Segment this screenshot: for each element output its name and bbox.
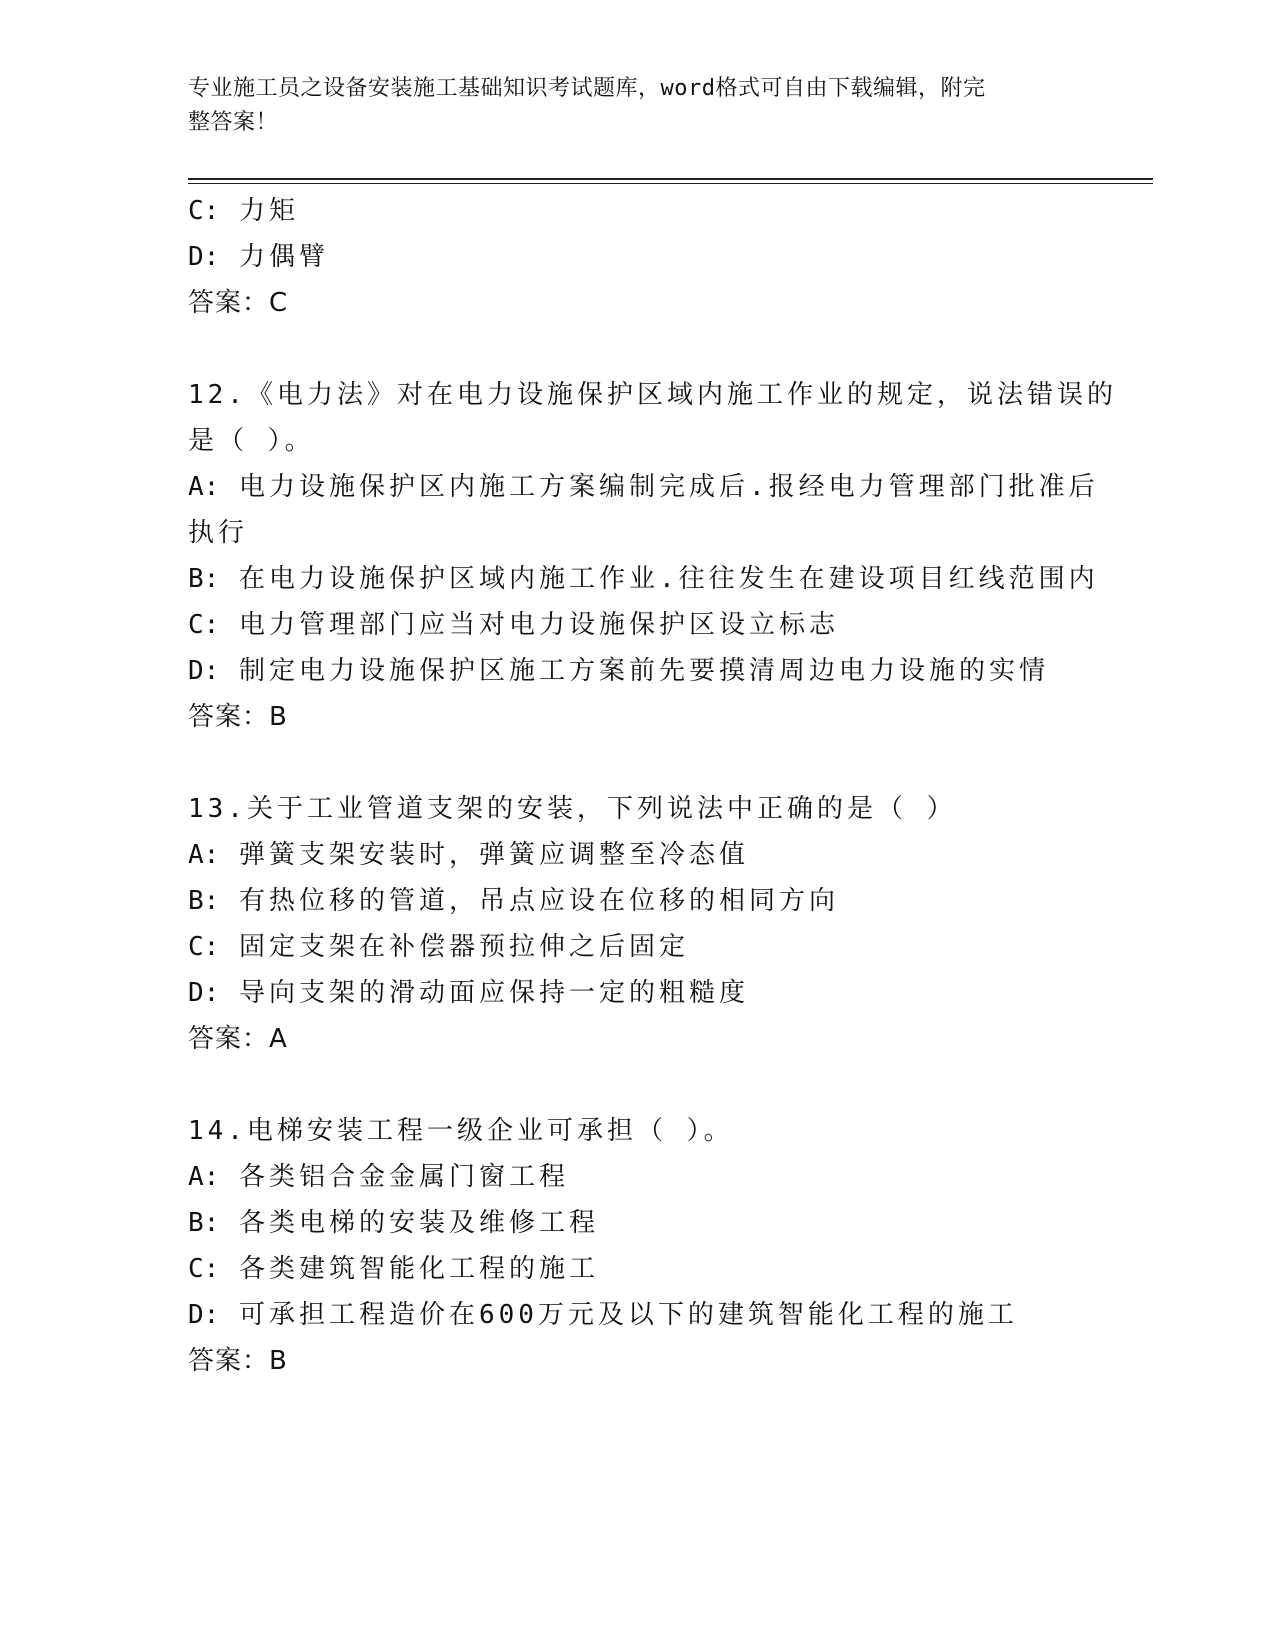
option-label: C: bbox=[188, 610, 220, 640]
option-text: 力偶臂 bbox=[238, 242, 329, 272]
option-text: 各类铝合金金属门窗工程 bbox=[238, 1162, 569, 1192]
option-text: 在电力设施保护区域内施工作业.往往发生在建设项目红线范围内 bbox=[238, 564, 1099, 594]
header-divider-bottom bbox=[188, 183, 1153, 184]
option-a bbox=[188, 464, 1118, 510]
spacer bbox=[188, 740, 1118, 786]
spacer bbox=[188, 1062, 1118, 1108]
option-text: 各类电梯的安装及维修工程 bbox=[238, 1208, 599, 1238]
option-a bbox=[188, 832, 1118, 878]
option-label: B: bbox=[188, 886, 220, 916]
question-11-tail bbox=[188, 188, 1118, 326]
document-header bbox=[188, 72, 1068, 140]
option-label: D: bbox=[188, 978, 220, 1008]
option-text: 制定电力设施保护区施工方案前先要摸清周边电力设施的实情 bbox=[238, 656, 1049, 686]
option-text: 可承担工程造价在600万元及以下的建筑智能化工程的施工 bbox=[238, 1300, 1018, 1330]
option-d bbox=[188, 234, 1118, 280]
option-label: C: bbox=[188, 196, 220, 226]
option-label: B: bbox=[188, 564, 220, 594]
option-d bbox=[188, 648, 1118, 694]
option-text: 弹簧支架安装时，弹簧应调整至冷态值 bbox=[238, 840, 749, 870]
answer: 答案：B bbox=[188, 702, 288, 732]
option-b bbox=[188, 1200, 1118, 1246]
option-label: A: bbox=[188, 472, 220, 502]
option-label: D: bbox=[188, 242, 220, 272]
header-line-1: 专业施工员之设备安装施工基础知识考试题库，word格式可自由下载编辑，附完 bbox=[188, 76, 986, 101]
option-a-cont: 执行 bbox=[188, 518, 249, 548]
option-text: 各类建筑智能化工程的施工 bbox=[238, 1254, 599, 1284]
question-stem: 14.电梯安装工程一级企业可承担（ ）。 bbox=[188, 1116, 734, 1146]
option-d bbox=[188, 1292, 1118, 1338]
option-label: C: bbox=[188, 1254, 220, 1284]
header-line-2: 整答案！ bbox=[188, 110, 279, 135]
answer: 答案：B bbox=[188, 1346, 288, 1376]
option-c bbox=[188, 924, 1118, 970]
option-text: 固定支架在补偿器预拉伸之后固定 bbox=[238, 932, 689, 962]
question-13 bbox=[188, 786, 1118, 1062]
option-text: 有热位移的管道，吊点应设在位移的相同方向 bbox=[238, 886, 839, 916]
question-stem-cont: 是（ ）。 bbox=[188, 426, 315, 456]
answer: 答案：A bbox=[188, 1024, 288, 1054]
option-b bbox=[188, 878, 1118, 924]
option-label: D: bbox=[188, 1300, 220, 1330]
option-label: C: bbox=[188, 932, 220, 962]
option-c bbox=[188, 1246, 1118, 1292]
question-12 bbox=[188, 372, 1118, 740]
option-label: B: bbox=[188, 1208, 220, 1238]
option-b bbox=[188, 556, 1118, 602]
spacer bbox=[188, 326, 1118, 372]
question-stem: 12.《电力法》对在电力设施保护区域内施工作业的规定，说法错误的 bbox=[188, 380, 1117, 410]
option-text: 力矩 bbox=[238, 196, 299, 226]
option-text: 导向支架的滑动面应保持一定的粗糙度 bbox=[238, 978, 749, 1008]
answer: 答案：C bbox=[188, 288, 289, 318]
option-label: D: bbox=[188, 656, 220, 686]
option-text: 电力设施保护区内施工方案编制完成后.报经电力管理部门批准后 bbox=[238, 472, 1099, 502]
header-divider-top bbox=[188, 178, 1153, 180]
question-14 bbox=[188, 1108, 1118, 1384]
option-c bbox=[188, 188, 1118, 234]
option-text: 电力管理部门应当对电力设施保护区设立标志 bbox=[238, 610, 839, 640]
question-list bbox=[188, 188, 1118, 1384]
question-stem: 13.关于工业管道支架的安装，下列说法中正确的是（ ） bbox=[188, 794, 957, 824]
option-a bbox=[188, 1154, 1118, 1200]
option-label: A: bbox=[188, 840, 220, 870]
option-d bbox=[188, 970, 1118, 1016]
option-c bbox=[188, 602, 1118, 648]
option-label: A: bbox=[188, 1162, 220, 1192]
